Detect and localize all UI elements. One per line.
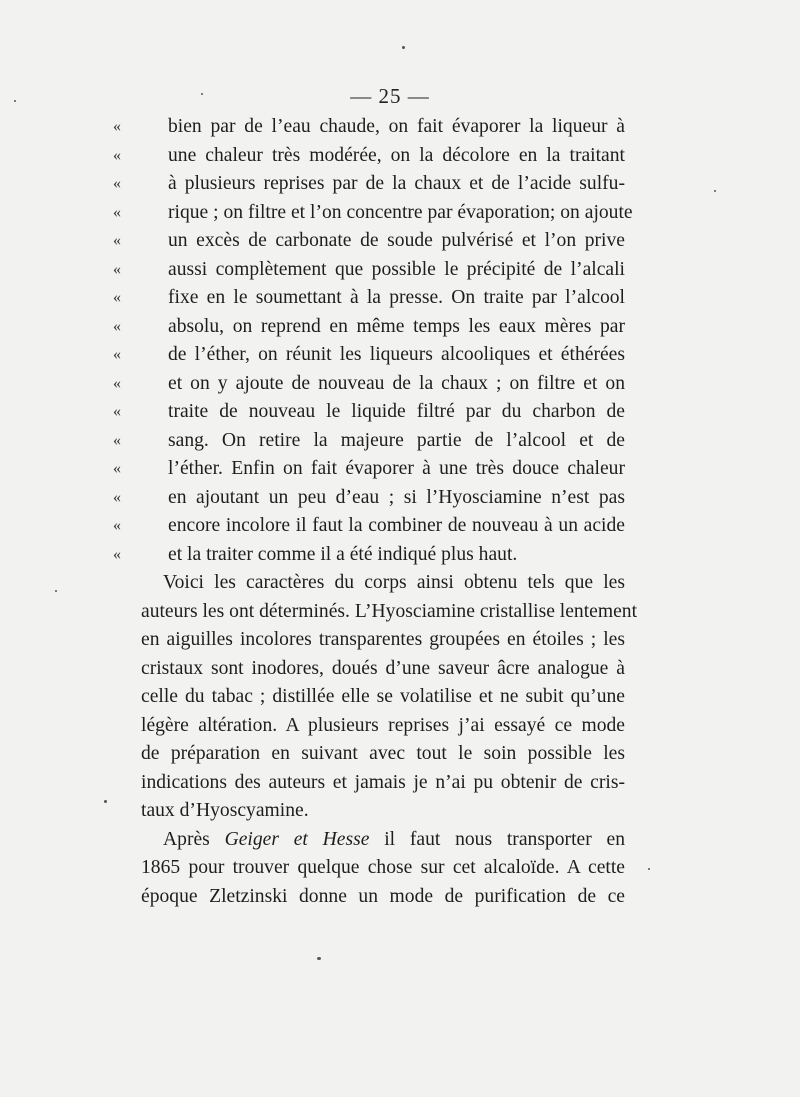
quoted-line (113, 427, 625, 456)
line-suffix: il faut nous transporter en (369, 828, 625, 850)
quoted-line (113, 199, 633, 228)
quoted-line (113, 512, 625, 541)
paragraph-line: cristaux sont inodores, doués d’une saveur âcre analogue à (141, 657, 625, 679)
quote-mark: « (113, 146, 121, 164)
quoted-line (113, 142, 625, 171)
scan-speck (317, 957, 321, 960)
paragraph-line: 1865 pour trouver quelque chose sur cet alcaloïde. A cette (141, 857, 625, 878)
quoted-line-text: sang. On retire la majeure partie de l’alcool et de (168, 429, 625, 451)
paragraph-line: indications des auteurs et jamais je n’ai pu obtenir de cris- (141, 771, 625, 793)
quoted-line-text: fixe en le soumettant à la presse. On traite par l’alcool (168, 287, 625, 308)
author-names: Geiger et Hesse (224, 828, 370, 850)
quoted-line-text: un excès de carbonate de soude pulvérisé et l’on prive (168, 230, 625, 251)
quote-mark: « (113, 118, 121, 135)
scan-speck (402, 46, 405, 49)
quote-mark: « (113, 260, 121, 278)
paragraph-line (141, 826, 625, 855)
scan-speck (648, 868, 650, 870)
quoted-line-text: et on y ajoute de nouveau de la chaux ; on filtre et on (168, 372, 625, 394)
quoted-line (113, 113, 625, 142)
paragraph-line: époque Zletzinski donne un mode de purification de ce (141, 885, 625, 907)
quoted-line (113, 256, 625, 285)
quoted-line-text: à plusieurs reprises par de la chaux et de l’acide sulfu- (168, 173, 625, 194)
quoted-line-text: rique ; on filtre et l’on concentre par évaporation; on ajoute (168, 201, 633, 223)
quoted-passage (113, 113, 633, 569)
paragraph-line: Voici les caractères du corps ainsi obtenu tels que les (163, 572, 625, 593)
quote-mark: « (113, 232, 121, 249)
quoted-line-text: en ajoutant un peu d’eau ; si l’Hyosciamine n’est pas (168, 486, 625, 508)
body-text (113, 113, 638, 911)
quote-mark: « (113, 289, 121, 306)
quote-mark: « (113, 374, 121, 392)
scan-speck (201, 93, 203, 95)
quote-mark: « (113, 403, 121, 420)
quoted-line (113, 284, 625, 313)
quoted-line (113, 170, 625, 199)
scan-speck (55, 590, 57, 592)
quoted-line (113, 484, 625, 513)
quoted-line-text: encore incolore il faut la combiner de nouveau à un acide (168, 515, 625, 536)
quoted-line (113, 341, 625, 370)
quoted-line-text: l’éther. Enfin on fait évaporer à une très douce chaleur (168, 458, 625, 479)
quoted-line-text: de l’éther, on réunit les liqueurs alcooliques et éthérées (168, 344, 625, 365)
quoted-line (113, 370, 625, 399)
quote-mark: « (113, 346, 121, 363)
quoted-line (113, 455, 625, 484)
quote-mark: « (113, 545, 121, 563)
quoted-line (113, 227, 625, 256)
quoted-line-text: une chaleur très modérée, on la décolore en la traitant (168, 144, 625, 166)
quoted-line (113, 398, 625, 427)
page-number: — 25 — (350, 84, 430, 108)
quote-mark: « (113, 431, 121, 449)
quote-mark: « (113, 517, 121, 534)
quoted-line-text: absolu, on reprend en même temps les eaux mères par (168, 315, 625, 337)
quoted-line-text: traite de nouveau le liquide filtré par du charbon de (168, 401, 625, 422)
line-prefix: Après (163, 828, 225, 850)
paragraph-characteristics (141, 569, 638, 826)
paragraph-line: de préparation en suivant avec tout le soin possible les (141, 743, 625, 764)
quote-mark: « (113, 460, 121, 477)
quoted-line-text: bien par de l’eau chaude, on fait évaporer la liqueur à (168, 116, 625, 137)
paragraph-line: en aiguilles incolores transparentes groupées en étoiles ; les (141, 629, 625, 650)
quote-mark: « (113, 488, 121, 506)
scan-speck (714, 190, 716, 192)
quoted-line (113, 541, 625, 570)
paragraph-geiger-hesse (141, 826, 625, 912)
quoted-line-text: aussi complètement que possible le précipité de l’alcali (168, 258, 625, 280)
scan-speck (104, 800, 107, 803)
quoted-line-text: et la traiter comme il a été indiqué plus haut. (168, 543, 518, 565)
paragraph-line: taux d’Hyoscyamine. (141, 800, 309, 821)
scan-speck (14, 100, 16, 102)
paragraph-line: celle du tabac ; distillée elle se volatilise et ne subit qu’une (141, 686, 625, 707)
quote-mark: « (113, 203, 121, 221)
paragraph-line: auteurs les ont déterminés. L’Hyosciamine cristallise lentement (141, 600, 638, 622)
quoted-line (113, 313, 625, 342)
quote-mark: « (113, 317, 121, 335)
quote-mark: « (113, 175, 121, 192)
paragraph-line: légère altération. A plusieurs reprises j’ai essayé ce mode (141, 714, 625, 736)
